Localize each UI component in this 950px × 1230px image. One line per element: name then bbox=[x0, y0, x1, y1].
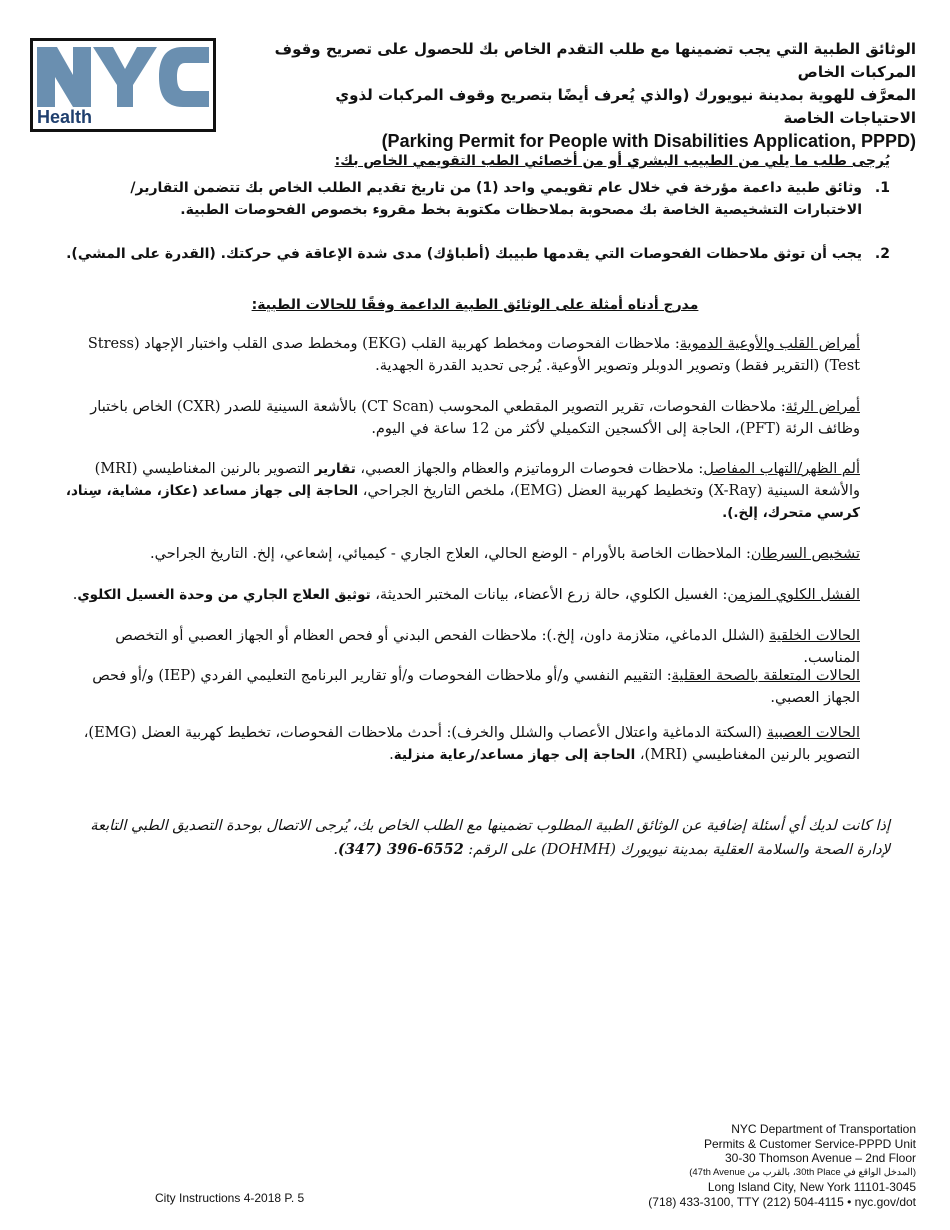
condition-back bbox=[60, 458, 860, 524]
condition-text: : ملاحظات الفحوصات، تقرير التصوير المقطعي المحوسب (CT Scan) بالأشعة السينية للصدر (CXR) الخاص باختبار وظائف الرئة (PFT)، الحاجة إلى الأكسجين التكميلي لأكثر من 12 ساعة في اليوم. bbox=[90, 399, 860, 437]
condition-text: : الملاحظات الخاصة بالأورام - الوضع الحالي، العلاج الجاري - كيميائي، إشعاعي، إلخ. التاريخ الجراحي. bbox=[150, 546, 751, 562]
title-line-3: (Parking Permit for People with Disabilities Application, PPPD) bbox=[381, 131, 916, 151]
footer-org: NYC Department of Transportation bbox=[731, 1122, 916, 1136]
condition-congenital bbox=[60, 625, 860, 669]
condition-bold: تقارير bbox=[314, 461, 356, 477]
condition-label: الحالات العصبية bbox=[766, 725, 860, 741]
condition-text: : التقييم النفسي و/أو ملاحظات الفحوصات و/أو تقارير البرنامج التعليمي الفردي (IEP) و/أو فحص الجهاز العصبي. bbox=[92, 668, 860, 706]
title-line-2: المعرَّف للهوية بمدينة نيويورك (والذي يُعرف أيضًا بتصريح وقوف المركبات لذوي الاحتياجات الخاصة bbox=[335, 86, 916, 127]
condition-text: (الشلل الدماغي، متلازمة داون، إلخ.): ملاحظات الفحص البدني أو فحص العظام أو الجهاز العصبي أو التخصص المناسب. bbox=[115, 628, 860, 666]
contact-text: إذا كانت لديك أي أسئلة إضافية عن الوثائق الطبية المطلوب تضمينها مع الطلب الخاص بك، يُرجى الاتصال بوحدة التصديق الطبي التابعة لإدارة الصحة والسلامة العقلية بمدينة نيويورك (DOHMH) على الرقم: bbox=[90, 818, 890, 858]
condition-mental bbox=[60, 665, 860, 709]
condition-label: تشخيص السرطان bbox=[750, 546, 860, 562]
contact-phone: (347) 396-6552 bbox=[337, 841, 464, 858]
footer-street: 30-30 Thomson Avenue – 2nd Floor bbox=[724, 1151, 916, 1165]
examples-heading: مدرج أدناه أمثلة على الوثائق الطبية الداعمة وفقًا للحالات الطبية: bbox=[251, 297, 699, 313]
logo-health-text: Health bbox=[37, 107, 93, 127]
nyc-logo-graphic bbox=[33, 41, 213, 113]
condition-kidney bbox=[60, 584, 860, 606]
item-text: يجب أن توثق ملاحظات الفحوصات التي يقدمها طبيبك (أطباؤك) مدى شدة الإعاقة في حركتك. (القدرة على المشي). bbox=[66, 246, 862, 262]
condition-bold: توثيق العلاج الجاري من وحدة الغسيل الكلوي bbox=[77, 587, 371, 603]
item-number: 1. bbox=[874, 180, 890, 196]
page-title bbox=[266, 38, 916, 153]
item-number: 2. bbox=[874, 246, 890, 262]
footer-city: Long Island City, New York 11101-3045 bbox=[707, 1180, 916, 1194]
condition-label: أمراض الرئة bbox=[785, 399, 860, 415]
condition-bold: الحاجة إلى جهاز مساعد/رعاية منزلية bbox=[393, 747, 636, 763]
condition-text: . bbox=[389, 747, 394, 763]
intro-instruction: يُرجى طلب ما يلي من الطبيب البشري أو من أخصائي الطب التقويمي الخاص بك: bbox=[334, 153, 890, 169]
item-text: وثائق طبية داعمة مؤرخة في خلال عام تقويمي واحد (1) من تاريخ تقديم الطلب الخاص بك تتضمن التقارير/الاختبارات التشخيصية الخاصة بك مصحوبة بملاحظات مكتوبة بخط مقروء بخصوص الفحوصات الطبية. bbox=[130, 180, 862, 218]
contact-end: . bbox=[333, 842, 338, 858]
condition-label: ألم الظهر/التهاب المفاصل bbox=[703, 461, 860, 477]
condition-text: : ملاحظات فحوصات الروماتيزم والعظام والجهاز العصبي، bbox=[355, 461, 704, 477]
condition-text: التصوير بالرنين المغناطيسي (MRI) والأشعة السينية (X-Ray) وتخطيط كهربية العضل (EMG)، ملخص التاريخ الجراحي، bbox=[94, 461, 860, 499]
nyc-health-logo bbox=[30, 38, 216, 132]
footer-address bbox=[496, 1122, 916, 1209]
condition-neuro bbox=[60, 722, 860, 766]
list-item bbox=[50, 177, 890, 221]
list-item bbox=[50, 243, 890, 265]
condition-heart bbox=[60, 333, 860, 377]
condition-text: : ملاحظات الفحوصات ومخطط كهربية القلب (EKG) ومخطط صدى القلب واختبار الإجهاد (Stress Test) (التقرير فقط) وتصوير الدوبلر وتصوير الأوعية. يُرجى تحديد القدرة الجهدية. bbox=[87, 336, 860, 374]
condition-text: . bbox=[72, 587, 78, 603]
condition-label: الحالات المتعلقة بالصحة العقلية bbox=[671, 668, 860, 684]
condition-bold: الحاجة إلى جهاز مساعد (عكاز، مشاية، سِناد، كرسي متحرك، إلخ.). bbox=[65, 483, 860, 521]
condition-text: : الغسيل الكلوي، حالة زرع الأعضاء، بيانات المختبر الحديثة، bbox=[370, 587, 728, 603]
condition-label: الفشل الكلوي المزمن bbox=[727, 587, 860, 603]
condition-text: (السكتة الدماغية واعتلال الأعصاب والشلل والخرف): أحدث ملاحظات الفحوصات، تخطيط كهربية العضل (EMG)، التصوير بالرنين المغناطيسي (MRI)، bbox=[83, 725, 860, 763]
condition-label: الحالات الخلقية bbox=[769, 628, 860, 644]
title-line-1: الوثائق الطبية التي يجب تضمينها مع طلب التقدم الخاص بك للحصول على تصريح وقوف المركبات الخاص bbox=[274, 40, 916, 81]
footer-phones: (718) 433-3100, TTY (212) 504-4115 • nyc.gov/dot bbox=[648, 1194, 916, 1209]
condition-lung bbox=[60, 396, 860, 440]
footer-unit: Permits & Customer Service-PPPD Unit bbox=[703, 1136, 916, 1151]
condition-cancer bbox=[60, 543, 860, 565]
footer-entrance: (المدخل الواقع في 30th Place، بالقرب من 47th Avenue) bbox=[689, 1166, 916, 1178]
condition-label: أمراض القلب والأوعية الدموية bbox=[679, 336, 860, 352]
page-reference: City Instructions 4-2018 P. 5 bbox=[155, 1191, 305, 1205]
contact-note bbox=[70, 815, 890, 862]
